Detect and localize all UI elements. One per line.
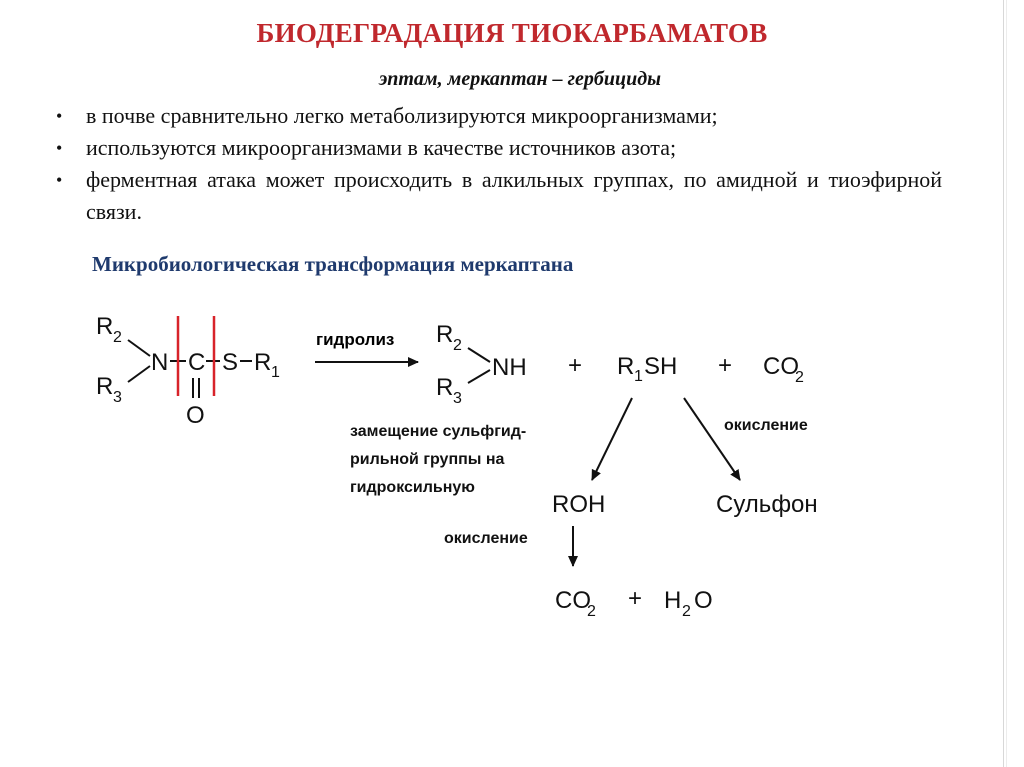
reactant-n: N: [151, 349, 169, 376]
arrow-to-sulfone: [684, 398, 740, 480]
bond-amine-r2: [468, 348, 490, 362]
final-h: H: [664, 587, 682, 614]
reactant-r3: R: [96, 373, 114, 400]
products-row: [436, 321, 804, 407]
oxidation-label-down: окисление: [444, 530, 528, 547]
amine-r3-sub: 3: [453, 390, 462, 407]
plus-1: +: [568, 352, 583, 379]
reactant-r2-sub: 2: [113, 329, 122, 346]
arrow-to-roh: [592, 398, 632, 480]
bond-r3-n: [128, 366, 150, 382]
final-o: O: [694, 587, 713, 614]
final-h-sub: 2: [682, 603, 691, 620]
reactant-o: O: [186, 402, 205, 429]
bullet-dot-icon: •: [56, 138, 63, 158]
reactant-s: S: [222, 349, 239, 376]
sulfone-product: Сульфон: [716, 491, 818, 518]
section-title: Микробиологическая трансформация меркаптана: [92, 252, 574, 276]
substitution-label-line-3: гидроксильную: [350, 479, 475, 496]
bullet-text: используются микроорганизмами в качестве источников азота;: [86, 135, 677, 160]
bullet-item: [52, 132, 942, 164]
reaction-scheme: [0, 290, 1000, 630]
slide-title: БИОДЕГРАДАЦИЯ ТИОКАРБАМАТОВ: [256, 18, 768, 48]
final-products: [555, 585, 713, 620]
hydrolysis-label: гидролиз: [316, 330, 395, 349]
bullet-text: в почве сравнительно легко метаболизируются микроорганизмами;: [86, 103, 718, 128]
thiol-sub: 1: [634, 368, 643, 385]
slide-edge-line: [1003, 0, 1004, 767]
reactant-structure: [96, 313, 280, 429]
co2-product: CO: [763, 353, 799, 380]
bullet-dot-icon: •: [56, 170, 63, 190]
final-co2: CO: [555, 587, 591, 614]
plus-2: +: [718, 352, 733, 379]
slide-edge-line-2: [1006, 0, 1007, 767]
substitution-label-line-1: замещение сульфгид-: [350, 423, 527, 440]
slide-subtitle: эптам, меркаптан – гербициды: [378, 68, 662, 90]
thiol-sh: SH: [644, 353, 678, 380]
amine-nh: NH: [492, 354, 527, 381]
bullet-text: ферментная атака может происходить в алкильных группах, по амидной и тиоэфирной связи.: [86, 167, 942, 224]
oxidation-label-right: окисление: [724, 417, 808, 434]
amine-r2: R: [436, 321, 454, 348]
bullet-list: [52, 100, 942, 228]
reactant-r2: R: [96, 313, 114, 340]
bullet-item: [52, 164, 942, 228]
amine-r3: R: [436, 374, 454, 401]
amine-r2-sub: 2: [453, 337, 462, 354]
final-co2-sub: 2: [587, 603, 596, 620]
reactant-r1: R: [254, 349, 272, 376]
reactant-r3-sub: 3: [113, 389, 122, 406]
co2-product-sub: 2: [795, 369, 804, 386]
roh-product: ROH: [552, 491, 606, 518]
bond-amine-r3: [468, 370, 490, 383]
bullet-dot-icon: •: [56, 106, 63, 126]
bullet-item: [52, 100, 942, 132]
reactant-r1-sub: 1: [271, 364, 280, 381]
final-plus: +: [628, 585, 643, 612]
substitution-label-line-2: рильной группы на: [350, 451, 505, 468]
thiol-r: R: [617, 353, 635, 380]
substitution-label: [350, 423, 526, 496]
bond-r2-n: [128, 340, 150, 356]
reactant-c: C: [188, 349, 206, 376]
